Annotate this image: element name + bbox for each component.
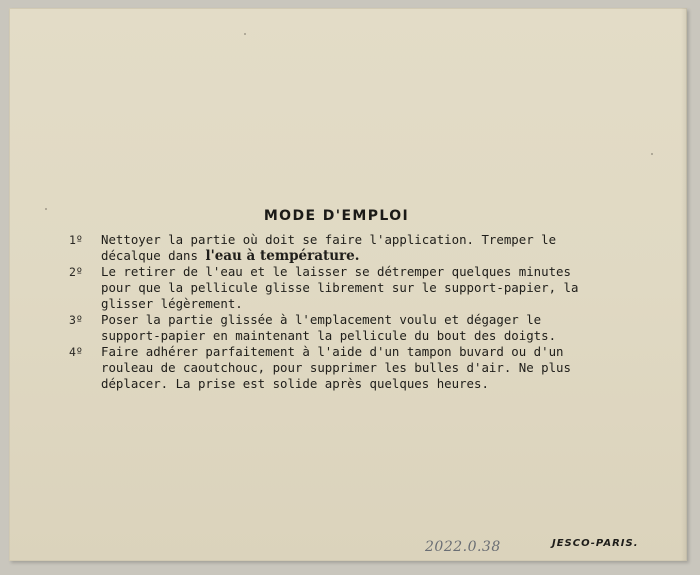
instruction-step-4 xyxy=(69,344,589,392)
step-text-main: Nettoyer la partie où doit se faire l'application. Tremper le décalque dans xyxy=(101,232,557,263)
step-number: 4º xyxy=(69,345,83,359)
instruction-step-3 xyxy=(69,312,589,344)
instruction-card xyxy=(9,8,687,561)
instruction-step-1 xyxy=(69,232,589,264)
paper-speck xyxy=(244,33,246,35)
step-emphasis: l'eau à température. xyxy=(205,248,360,264)
instruction-list xyxy=(69,232,589,392)
step-number: 3º xyxy=(69,313,83,327)
step-text xyxy=(101,232,589,264)
step-number: 1º xyxy=(69,233,83,247)
instruction-step-2 xyxy=(69,264,589,312)
step-text: Le retirer de l'eau et le laisser se détremper quelques minutes pour que la pellicule glisse librement sur le support-papier, la glisser légèrement. xyxy=(101,264,579,311)
document-title: MODE D'EMPLOI xyxy=(263,208,410,224)
inventory-number: 2022.0.38 xyxy=(425,539,501,555)
step-text: Poser la partie glissée à l'emplacement voulu et dégager le support-papier en maintenant la pellicule du bout des doigts. xyxy=(101,312,557,343)
step-number: 2º xyxy=(69,265,83,279)
step-text: Faire adhérer parfaitement à l'aide d'un tampon buvard ou d'un rouleau de caoutchouc, pour supprimer les bulles d'air. Ne plus déplacer. La prise est solide après quelques heures. xyxy=(101,344,571,391)
paper-speck xyxy=(651,153,653,155)
brand-imprint: JESCO-PARIS. xyxy=(552,538,639,549)
